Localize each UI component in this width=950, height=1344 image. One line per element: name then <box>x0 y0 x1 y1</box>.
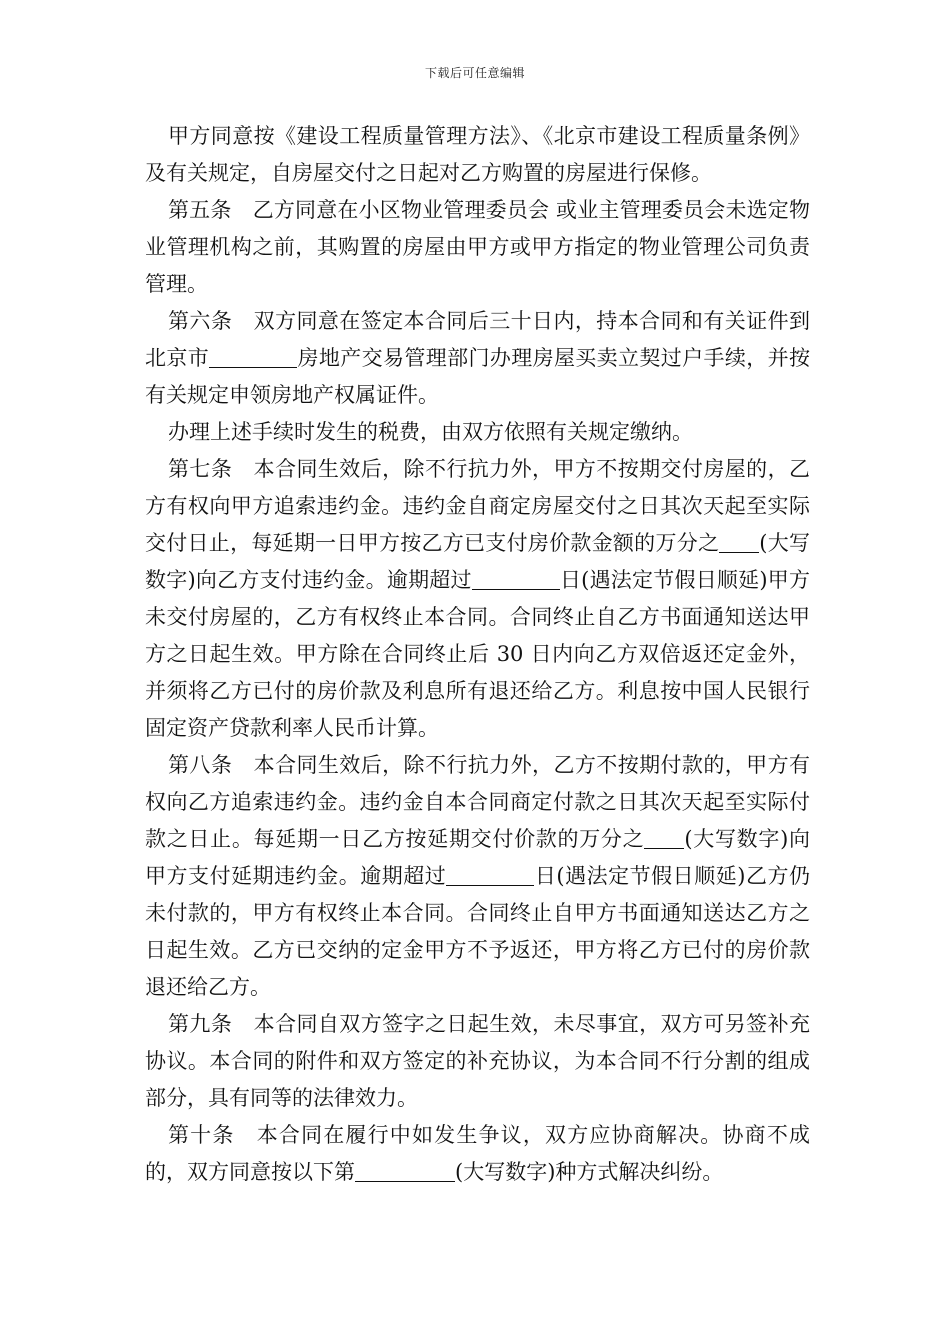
paragraph-article-8 <box>145 747 810 1006</box>
fill-blank <box>719 531 759 553</box>
paragraph-text: 第七条 本合同生效后，除不行抗力外，甲方不按期交付房屋的，乙方有权向甲方追索违约金。违约金自商定房屋交付之日其次天起至实际交付日止，每延期一日甲方按乙方已支付房价款金额的万分之 <box>145 457 810 555</box>
page-header: 下载后可任意编辑 <box>424 66 525 80</box>
fill-blank <box>355 1160 455 1182</box>
paragraph-text: 第八条 本合同生效后，除不行抗力外，乙方不按期付款的，甲方有权向乙方追索违约金。违约金自本合同商定付款之日其次天起至实际付款之日止。每延期一日乙方按延期交付价款的万分之 <box>145 753 810 851</box>
fill-blank <box>446 864 534 886</box>
fill-blank <box>209 346 297 368</box>
paragraph-taxes <box>145 414 810 451</box>
paragraph-text: 甲方同意按《建设工程质量管理方法》、《北京市建设工程质量条例》及有关规定，自房屋交付之日起对乙方购置的房屋进行保修。 <box>145 124 810 185</box>
paragraph-text: 房地产交易管理部门办理房屋买卖立契过户手续，并按有关规定申领房地产权属证件。 <box>145 346 811 407</box>
paragraph-text: (大写数字)向乙方支付违约金。逾期超过 <box>145 531 810 592</box>
paragraph-article-10 <box>145 1117 810 1191</box>
paragraph-text: (大写数字)种方式解决纠纷。 <box>455 1160 724 1184</box>
paragraph-text: 第六条 双方同意在签定本合同后三十日内，持本合同和有关证件到北京市 <box>145 309 810 370</box>
paragraph-text: 日(遇法定节假日顺延)甲方未交付房屋的，乙方有权终止本合同。合同终止自乙方书面通知送达甲方之日起生效。甲方除在合同终止后 30 日内向乙方双倍返还定金外，并须将乙方已付的房价款及利息所有退还给乙方。利息按中国人民银行固定资产贷款利率人民币计算。 <box>145 568 810 740</box>
paragraph-article-9 <box>145 1006 810 1117</box>
fill-blank <box>644 827 684 849</box>
paragraph-article-5 <box>145 192 810 303</box>
fill-blank <box>472 568 560 590</box>
paragraph-warranty <box>145 118 810 192</box>
paragraph-text: (大写数字)向甲方支付延期违约金。逾期超过 <box>145 827 810 888</box>
paragraph-article-7 <box>145 451 810 747</box>
paragraph-text: 第九条 本合同自双方签字之日起生效，未尽事宜，双方可另签补充协议。本合同的附件和双方签定的补充协议，为本合同不行分割的组成部分，具有同等的法律效力。 <box>145 1012 810 1110</box>
paragraph-text: 办理上述手续时发生的税费，由双方依照有关规定缴纳。 <box>168 420 693 444</box>
paragraph-text: 日(遇法定节假日顺延)乙方仍未付款的，甲方有权终止本合同。合同终止自甲方书面通知送达乙方之日起生效。乙方已交纳的定金甲方不予返还，甲方将乙方已付的房价款退还给乙方。 <box>145 864 811 999</box>
paragraph-text: 第五条 乙方同意在小区物业管理委员会 或业主管理委员会未选定物业管理机构之前，其购置的房屋由甲方或甲方指定的物业管理公司负责管理。 <box>145 198 810 296</box>
paragraph-text: 第十条 本合同在履行中如发生争议，双方应协商解决。协商不成的，双方同意按以下第 <box>145 1123 810 1184</box>
paragraph-article-6 <box>145 303 810 414</box>
document-body <box>145 118 810 1191</box>
